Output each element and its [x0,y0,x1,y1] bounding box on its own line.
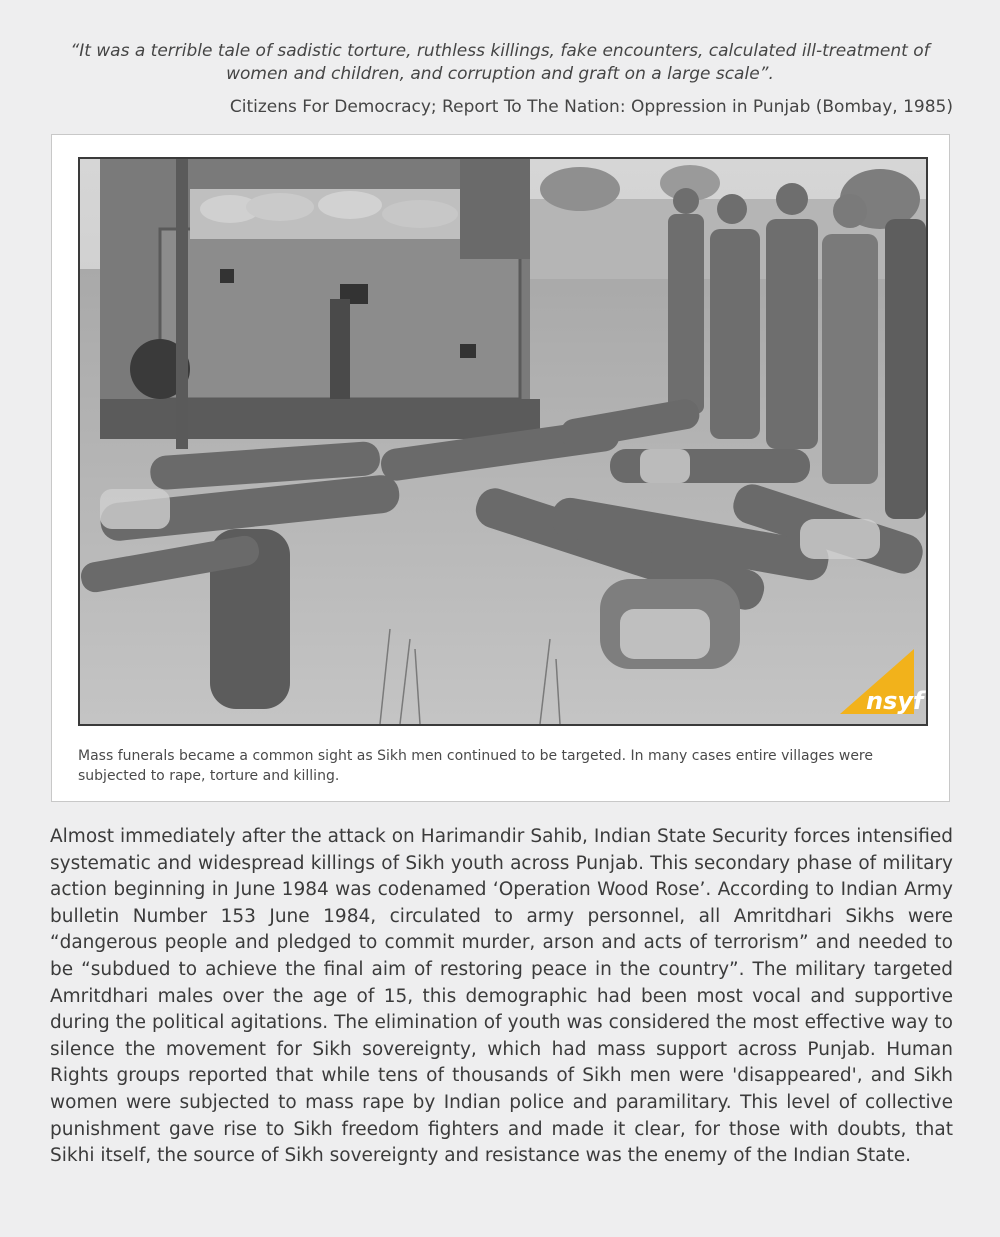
pull-quote: “It was a terrible tale of sadistic torture, ruthless killings, fake encounters, calculated ill-treatment of women and children, and corruption and graft on a large scale”. [70,41,930,84]
photo-illustration [80,159,926,724]
historical-photo [78,157,928,726]
quote-citation: Citizens For Democracy; Report To The Nation: Oppression in Punjab (Bombay, 1985) [229,97,953,117]
figure [51,134,950,802]
figure-caption: Mass funerals became a common sight as Sikh men continued to be targeted. In many cases entire villages were subjected to rape, torture and killing. [78,748,873,784]
nsyf-logo: nsyf [866,687,924,715]
body-paragraph: Almost immediately after the attack on Harimandir Sahib, Indian State Security forces intensified systematic and widespread killings of Sikh youth across Punjab. This secondary phase of military action beginning in June 1984 was codenamed ‘Operation Wood Rose’. According to Indian Army bulletin Number 153 June 1984, circulated to army personnel, all Amritdhari Sikhs were “dangerous people and pledged to commit murder, arson and acts of terrorism” and needed to be “subdued to achieve the final aim of restoring peace in the country”. The military targeted Amritdhari males over the age of 15, this demographic had been most vocal and supportive during the political agitations. The elimination of youth was considered the most effective way to silence the movement for Sikh sovereignty, which had mass support across Punjab. Human Rights groups reported that while tens of thousands of Sikh men were 'disappeared', and Sikh women were subjected to mass rape by Indian police and paramilitary. This level of collective punishment gave rise to Sikh freedom fighters and made it clear, for those with doubts, that Sikhi itself, the source of Sikh sovereignty and resistance was the enemy of the Indian State. [50,826,953,1167]
